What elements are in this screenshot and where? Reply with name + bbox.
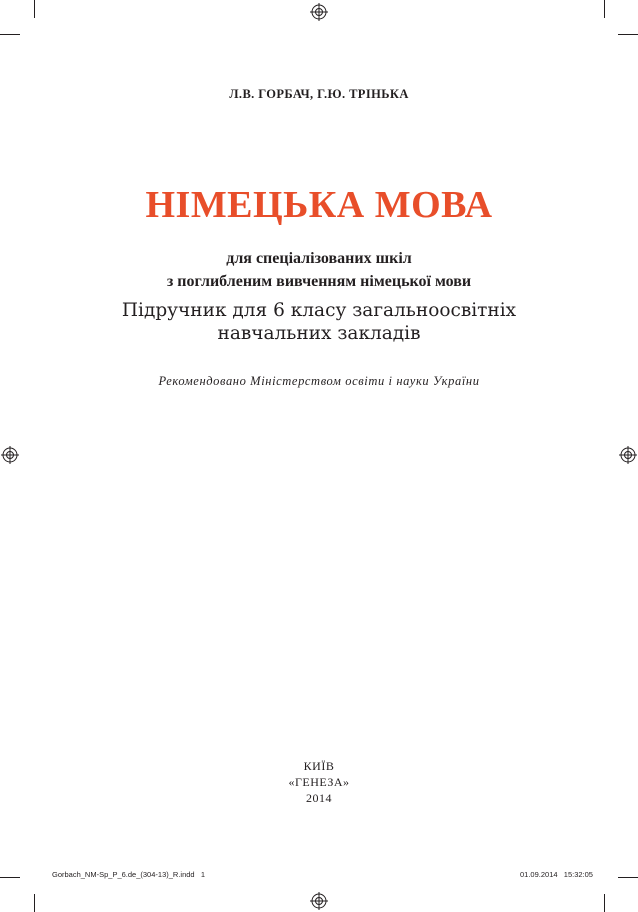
crop-mark-top-left	[34, 0, 35, 18]
crop-mark-bottom-right	[604, 894, 605, 912]
ministry-recommendation: Рекомендовано Міністерством освіти і науки України	[158, 374, 480, 388]
subtitle-line-2: з поглибленим вивченням німецької мови	[166, 273, 472, 290]
crop-mark-right-bottom	[618, 877, 638, 878]
crop-mark-left-bottom	[0, 877, 20, 878]
subtitle-line-1: для спеціалізованих шкіл	[226, 250, 412, 267]
registration-mark-icon	[619, 446, 637, 464]
authors: Л.В. ГОРБАЧ, Г.Ю. ТРІНЬКА	[229, 87, 409, 101]
crop-mark-top-right	[604, 0, 605, 18]
subtitle-line-3: Підручник для 6 класу загальноосвітніх	[121, 300, 517, 321]
subtitle-line-4: навчальних закладів	[217, 323, 421, 344]
registration-mark-icon	[310, 892, 328, 910]
crop-mark-right-top	[618, 34, 638, 35]
book-title: НІМЕЦЬКА МОВА	[145, 184, 493, 226]
imprint-city: КИЇВ	[303, 759, 335, 773]
imprint-publisher: «ГЕНЕЗА»	[288, 775, 350, 789]
slug-file-name: Gorbach_NM-Sp_P_6.de_(304-13)_R.indd 1	[52, 870, 206, 879]
slug-timestamp: 01.09.2014 15:32:05	[520, 870, 593, 879]
registration-mark-icon	[310, 3, 328, 21]
crop-mark-left-top	[0, 34, 20, 35]
crop-mark-bottom-left	[34, 894, 35, 912]
registration-mark-icon	[1, 446, 19, 464]
imprint-year: 2014	[306, 791, 332, 805]
